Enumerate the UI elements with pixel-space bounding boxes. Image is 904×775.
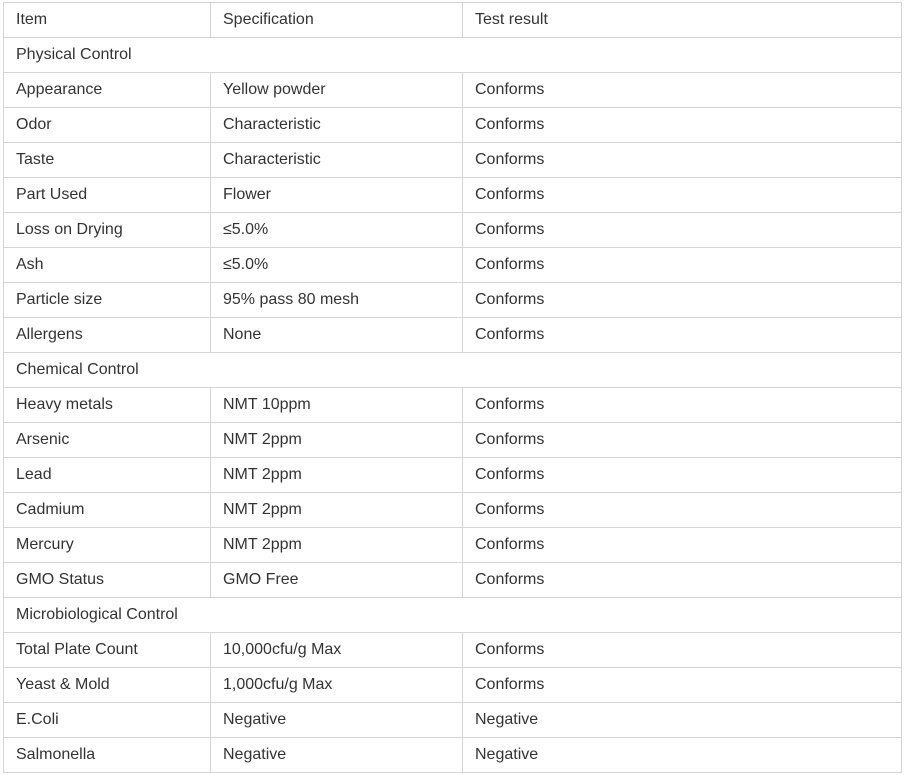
cell-test-result: Conforms xyxy=(463,248,902,283)
section-row-microbiological-control xyxy=(4,598,902,633)
table-row xyxy=(4,423,902,458)
cell-item: Arsenic xyxy=(4,423,211,458)
table-row xyxy=(4,73,902,108)
cell-specification: Flower xyxy=(211,178,463,213)
table-row xyxy=(4,458,902,493)
specification-table xyxy=(3,2,902,773)
cell-item: Loss on Drying xyxy=(4,213,211,248)
table-header-row xyxy=(4,3,902,38)
cell-test-result: Conforms xyxy=(463,668,902,703)
cell-specification: Characteristic xyxy=(211,143,463,178)
cell-item: Particle size xyxy=(4,283,211,318)
table-row xyxy=(4,633,902,668)
cell-test-result: Negative xyxy=(463,738,902,773)
table-row xyxy=(4,563,902,598)
cell-specification: NMT 2ppm xyxy=(211,423,463,458)
table-row xyxy=(4,668,902,703)
cell-item: Salmonella xyxy=(4,738,211,773)
table-row xyxy=(4,283,902,318)
cell-specification: 95% pass 80 mesh xyxy=(211,283,463,318)
cell-specification: NMT 2ppm xyxy=(211,528,463,563)
cell-specification: Negative xyxy=(211,738,463,773)
cell-test-result: Conforms xyxy=(463,318,902,353)
cell-specification: ≤5.0% xyxy=(211,213,463,248)
cell-specification: GMO Free xyxy=(211,563,463,598)
table-row xyxy=(4,178,902,213)
cell-specification: Negative xyxy=(211,703,463,738)
cell-specification: 10,000cfu/g Max xyxy=(211,633,463,668)
header-specification: Specification xyxy=(211,3,463,38)
cell-test-result: Conforms xyxy=(463,458,902,493)
cell-test-result: Conforms xyxy=(463,283,902,318)
table-row xyxy=(4,703,902,738)
cell-test-result: Negative xyxy=(463,703,902,738)
cell-test-result: Conforms xyxy=(463,143,902,178)
cell-test-result: Conforms xyxy=(463,423,902,458)
cell-item: Part Used xyxy=(4,178,211,213)
cell-specification: Yellow powder xyxy=(211,73,463,108)
cell-item: Yeast & Mold xyxy=(4,668,211,703)
table-row xyxy=(4,318,902,353)
section-label: Physical Control xyxy=(4,38,902,73)
cell-item: Appearance xyxy=(4,73,211,108)
table-row xyxy=(4,143,902,178)
cell-test-result: Conforms xyxy=(463,493,902,528)
table-row xyxy=(4,108,902,143)
section-row-chemical-control xyxy=(4,353,902,388)
table-row xyxy=(4,388,902,423)
cell-test-result: Conforms xyxy=(463,633,902,668)
cell-specification: 1,000cfu/g Max xyxy=(211,668,463,703)
cell-specification: Characteristic xyxy=(211,108,463,143)
cell-item: Cadmium xyxy=(4,493,211,528)
cell-item: Lead xyxy=(4,458,211,493)
section-label: Microbiological Control xyxy=(4,598,902,633)
table-row xyxy=(4,493,902,528)
cell-test-result: Conforms xyxy=(463,73,902,108)
cell-test-result: Conforms xyxy=(463,563,902,598)
cell-item: Allergens xyxy=(4,318,211,353)
cell-specification: None xyxy=(211,318,463,353)
cell-test-result: Conforms xyxy=(463,388,902,423)
cell-test-result: Conforms xyxy=(463,108,902,143)
cell-specification: NMT 2ppm xyxy=(211,493,463,528)
cell-test-result: Conforms xyxy=(463,213,902,248)
table-row xyxy=(4,248,902,283)
cell-item: Odor xyxy=(4,108,211,143)
cell-item: Total Plate Count xyxy=(4,633,211,668)
table-row xyxy=(4,738,902,773)
cell-item: E.Coli xyxy=(4,703,211,738)
cell-specification: ≤5.0% xyxy=(211,248,463,283)
cell-test-result: Conforms xyxy=(463,528,902,563)
header-item: Item xyxy=(4,3,211,38)
cell-item: GMO Status xyxy=(4,563,211,598)
table-row xyxy=(4,213,902,248)
section-label: Chemical Control xyxy=(4,353,902,388)
header-test-result: Test result xyxy=(463,3,902,38)
cell-specification: NMT 2ppm xyxy=(211,458,463,493)
cell-test-result: Conforms xyxy=(463,178,902,213)
cell-item: Heavy metals xyxy=(4,388,211,423)
cell-item: Ash xyxy=(4,248,211,283)
cell-item: Mercury xyxy=(4,528,211,563)
cell-specification: NMT 10ppm xyxy=(211,388,463,423)
section-row-physical-control xyxy=(4,38,902,73)
table-row xyxy=(4,528,902,563)
cell-item: Taste xyxy=(4,143,211,178)
